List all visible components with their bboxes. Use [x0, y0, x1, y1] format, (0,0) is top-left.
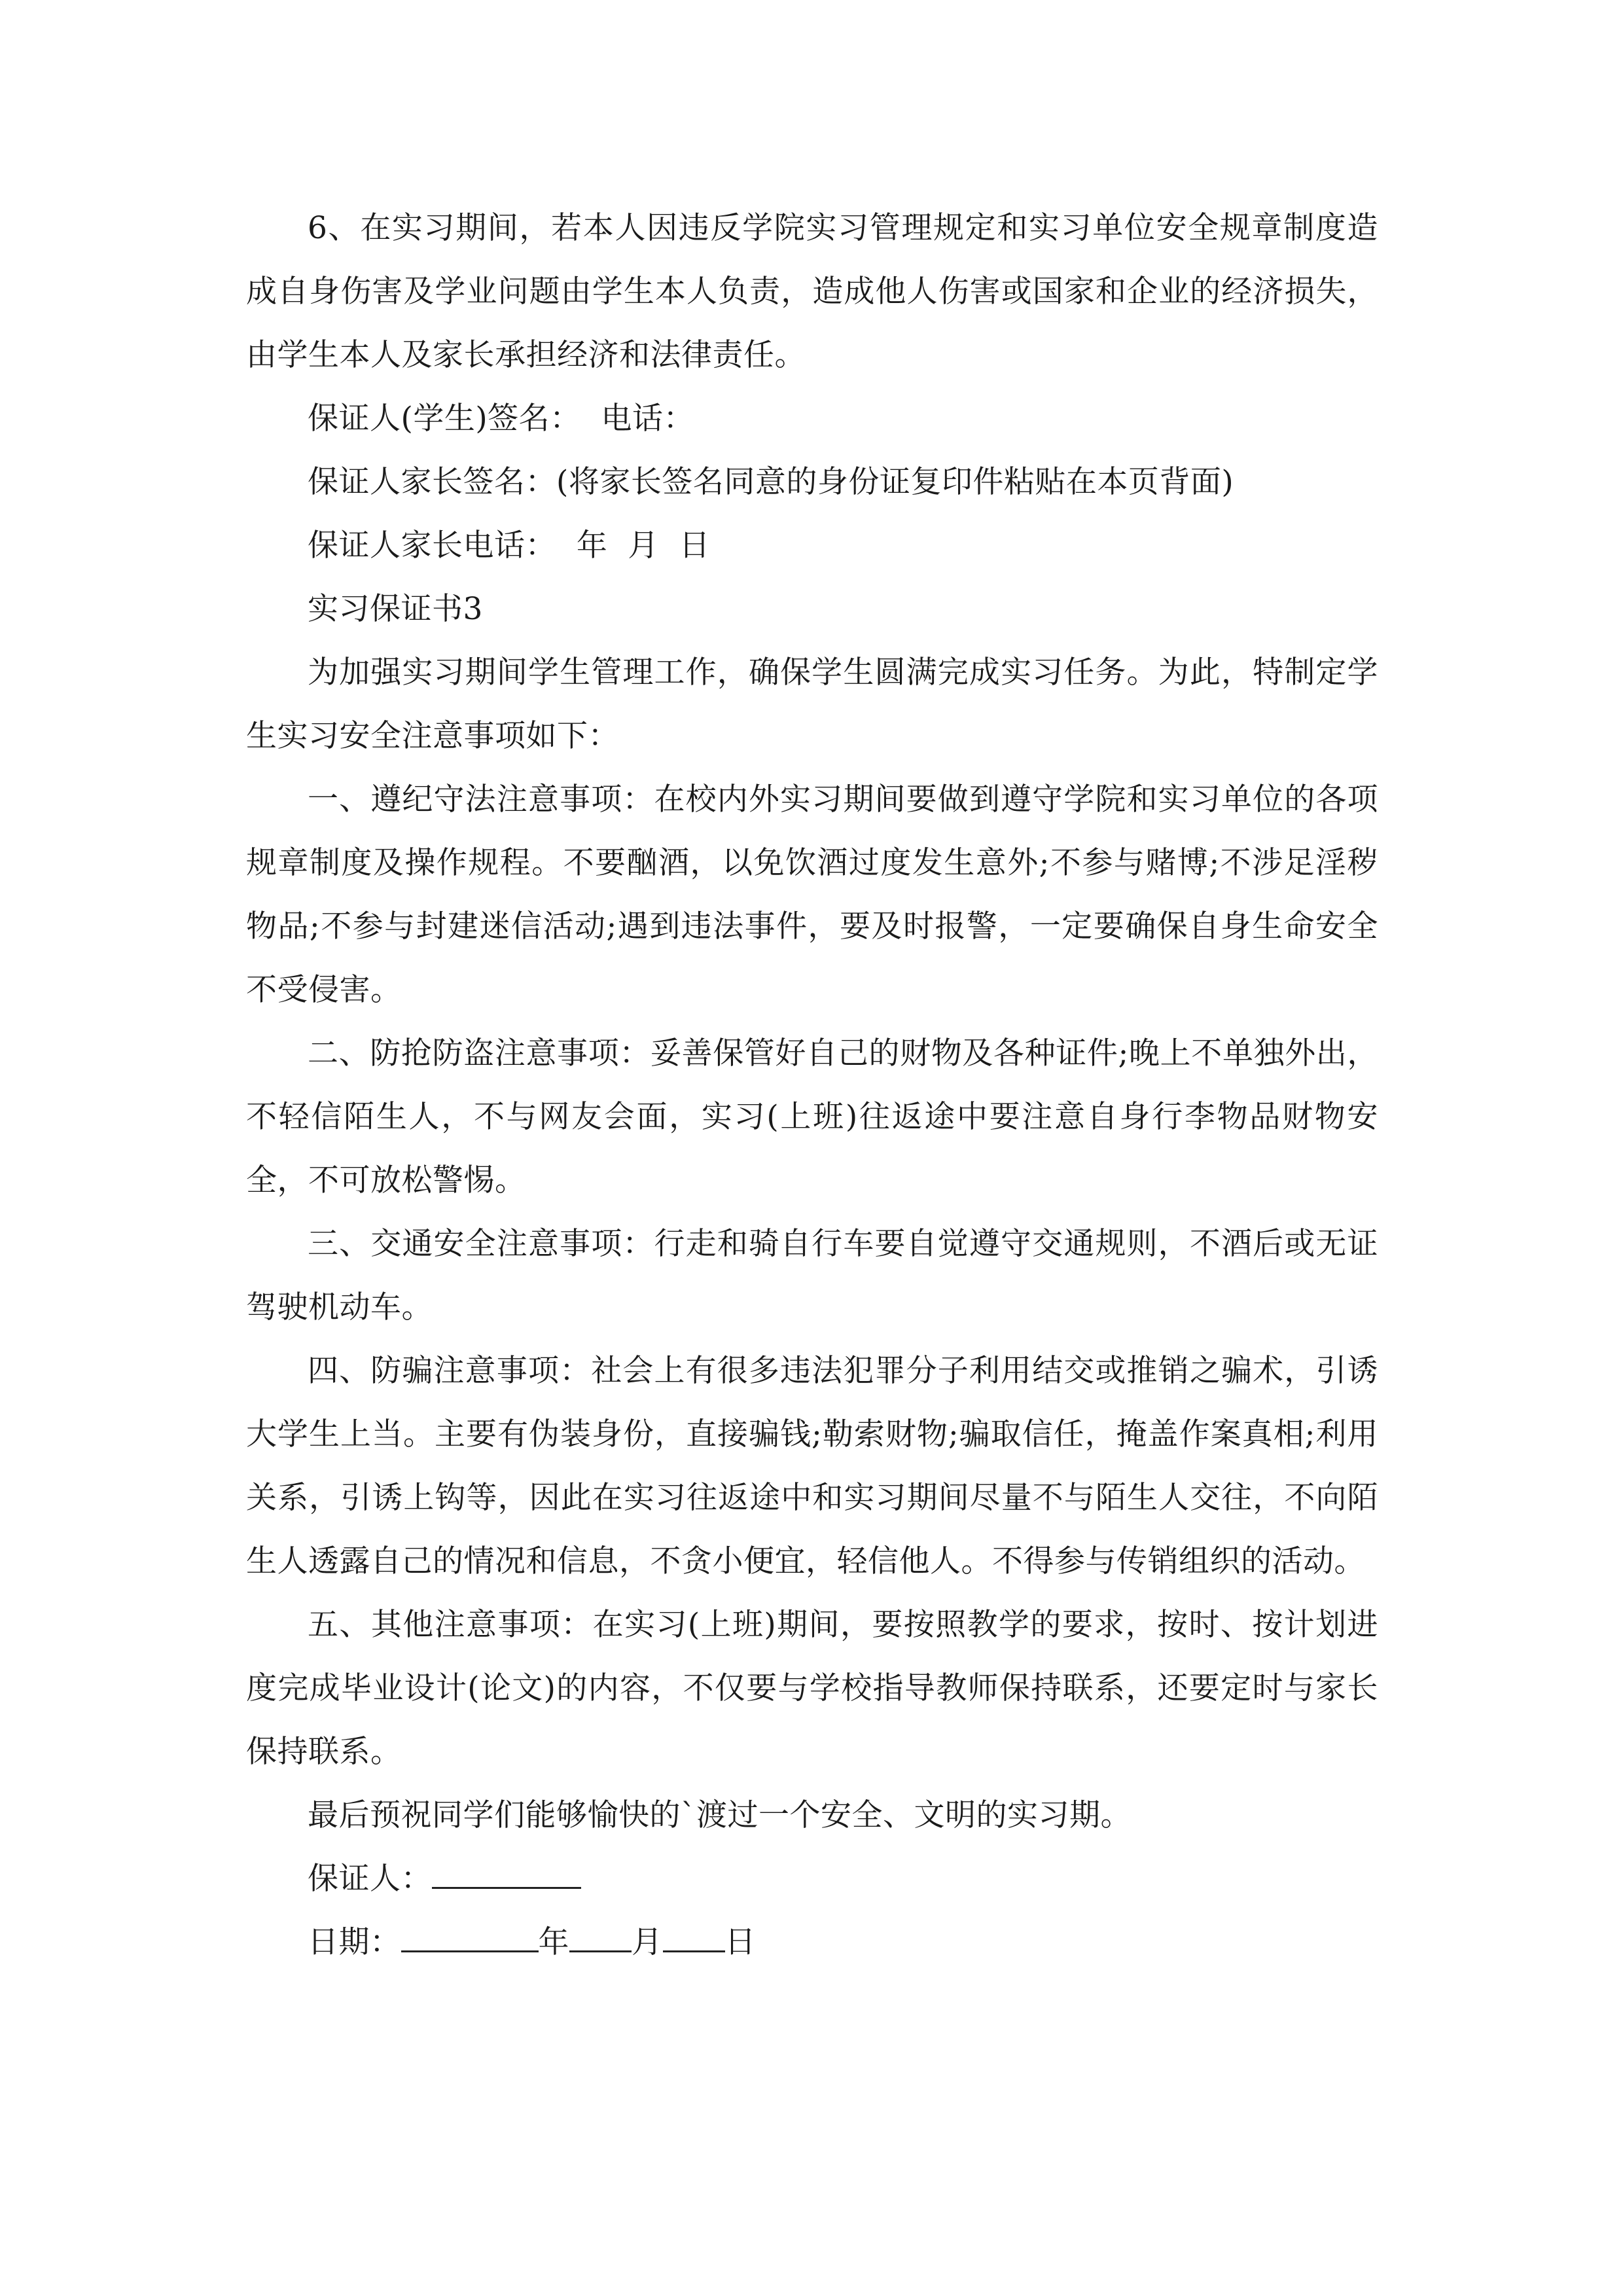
guarantor-line	[246, 1847, 1378, 1910]
closing-wish: 最后预祝同学们能够愉快的`渡过一个安全、文明的实习期。	[308, 1797, 1132, 1833]
paragraph-item-5: 五、其他注意事项：在实习(上班)期间，要按照教学的要求，按时、按计划进度完成毕业设计(论文)的内容，不仅要与学校指导教师保持联系，还要定时与家长保持联系。	[246, 1607, 1378, 1770]
year-blank	[401, 1924, 539, 1952]
date-line	[246, 1910, 1378, 1974]
day-label: 日	[724, 1924, 756, 1960]
guarantor-blank	[432, 1861, 581, 1889]
student-signature-line: 保证人(学生)签名： 电话：	[308, 401, 695, 437]
paragraph-item-1: 一、遵纪守法注意事项：在校内外实习期间要做到遵守学院和实习单位的各项规章制度及操作规程。不要酗酒，以免饮酒过度发生意外;不参与赌博;不涉足淫秽物品;不参与封建迷信活动;遇到违法事件，要及时报警，一定要确保自身生命安全不受侵害。	[246, 781, 1378, 1008]
paragraph-clause-6: 6、在实习期间，若本人因违反学院实习管理规定和实习单位安全规章制度造成自身伤害及学业问题由学生本人负责，造成他人伤害或国家和企业的经济损失，由学生本人及家长承担经济和法律责任。	[246, 210, 1378, 373]
document-body	[246, 196, 1378, 1974]
day-blank	[663, 1924, 725, 1952]
date-label: 日期：	[308, 1924, 401, 1960]
paragraph-intro: 为加强实习期间学生管理工作，确保学生圆满完成实习任务。为此，特制定学生实习安全注意事项如下：	[246, 655, 1378, 754]
parent-signature-line: 保证人家长签名：(将家长签名同意的身份证复印件粘贴在本页背面)	[308, 464, 1234, 500]
paragraph-item-4: 四、防骗注意事项：社会上有很多违法犯罪分子利用结交或推销之骗术，引诱大学生上当。主要有伪装身份，直接骗钱;勒索财物;骗取信任，掩盖作案真相;利用关系，引诱上钩等，因此在实习往返途中和实习期间尽量不与陌生人交往，不向陌生人透露自己的情况和信息，不贪小便宜，轻信他人。不得参与传销组织的活动。	[246, 1353, 1378, 1579]
parent-phone-line: 保证人家长电话： 年 月 日	[308, 528, 711, 564]
month-blank	[569, 1924, 632, 1952]
guarantor-label: 保证人：	[308, 1861, 432, 1897]
month-label: 月	[632, 1924, 663, 1960]
year-label: 年	[538, 1924, 569, 1960]
section-title: 实习保证书3	[308, 591, 483, 627]
paragraph-item-2: 二、防抢防盗注意事项：妥善保管好自己的财物及各种证件;晚上不单独外出，不轻信陌生人，不与网友会面，实习(上班)往返途中要注意自身行李物品财物安全，不可放松警惕。	[246, 1035, 1378, 1198]
paragraph-item-3: 三、交通安全注意事项：行走和骑自行车要自觉遵守交通规则，不酒后或无证驾驶机动车。	[246, 1226, 1378, 1325]
